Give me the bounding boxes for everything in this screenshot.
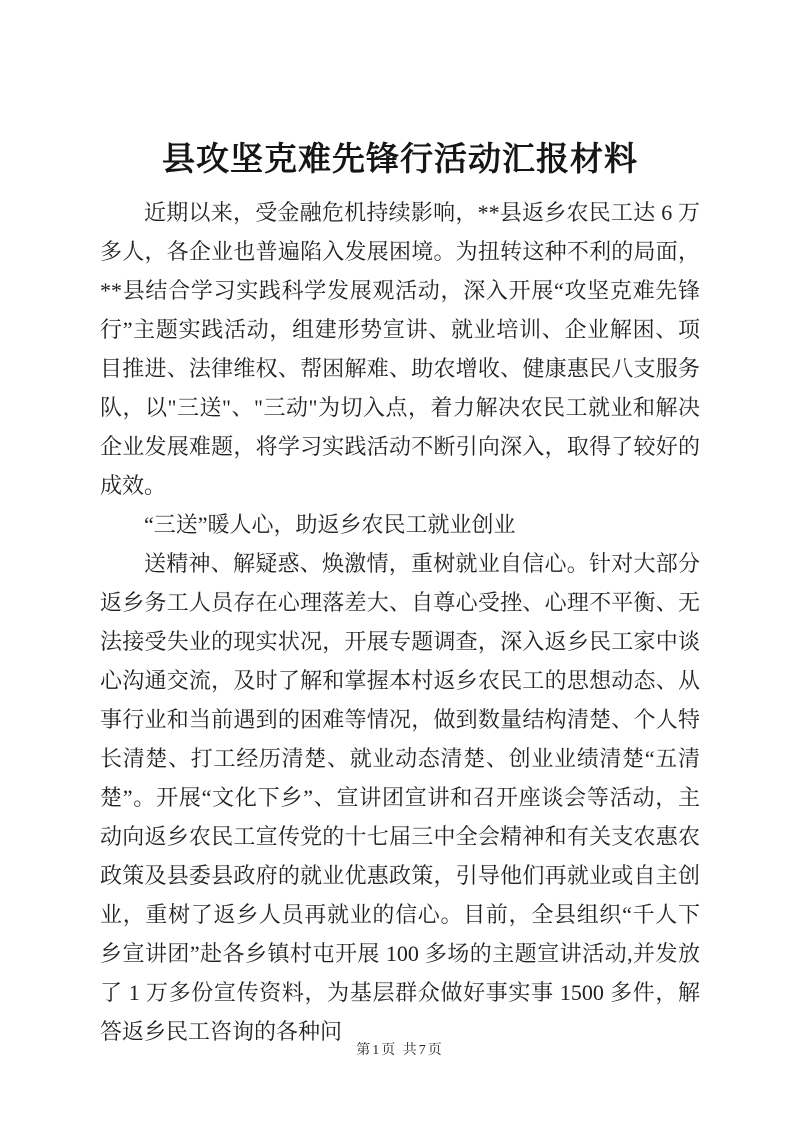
page-number-label: 第1页 共7页 xyxy=(356,1043,444,1058)
section-subheading: “三送”暖人心，助返乡农民工就业创业 xyxy=(144,512,516,537)
paragraph-section-body: 送精神、解疑惑、焕激情，重树就业自信心。针对大部分返乡务工人员存在心理落差大、自尊心受挫、心理不平衡、无法接受失业的现实状况，开展专题调查，深入返乡民工家中谈心沟通交流，及时了解和掌握本村返乡农民工的思想动态、从事行业和当前遇到的困难等情况，做到数量结构清楚、个人特长清楚、打工经历清楚、就业动态清楚、创业业绩清楚“五清楚”。开展“文化下乡”、宣讲团宣讲和召开座谈会等活动，主动向返乡农民工宣传党的十七届三中全会精神和有关支农惠农政策及县委县政府的就业优惠政策，引导他们再就业或自主创业，重树了返乡人员再就业的信心。目前，全县组织“千人下乡宣讲团”赴各乡镇村屯开展 100 多场的主题宣讲活动,并发放了 1 万多份宣传资料，为基层群众做好事实事 1500 多件，解答返乡民工咨询的各种问 xyxy=(100,551,700,1044)
document-body xyxy=(100,193,700,1051)
page-footer xyxy=(100,1039,700,1059)
paragraph-intro: 近期以来，受金融危机持续影响，**县返乡农民工达 6 万多人，各企业也普遍陷入发展困境。为扭转这种不利的局面，**县结合学习实践科学发展观活动，深入开展“攻坚克难先锋行”主题实践活动，组建形势宣讲、就业培训、企业解困、项目推进、法律维权、帮困解难、助农增收、健康惠民八支服务队，以"三送"、"三动"为切入点，着力解决农民工就业和解决企业发展难题，将学习实践活动不断引向深入，取得了较好的成效。 xyxy=(100,200,700,498)
document-title: 县攻坚克难先锋行活动汇报材料 xyxy=(162,142,638,178)
